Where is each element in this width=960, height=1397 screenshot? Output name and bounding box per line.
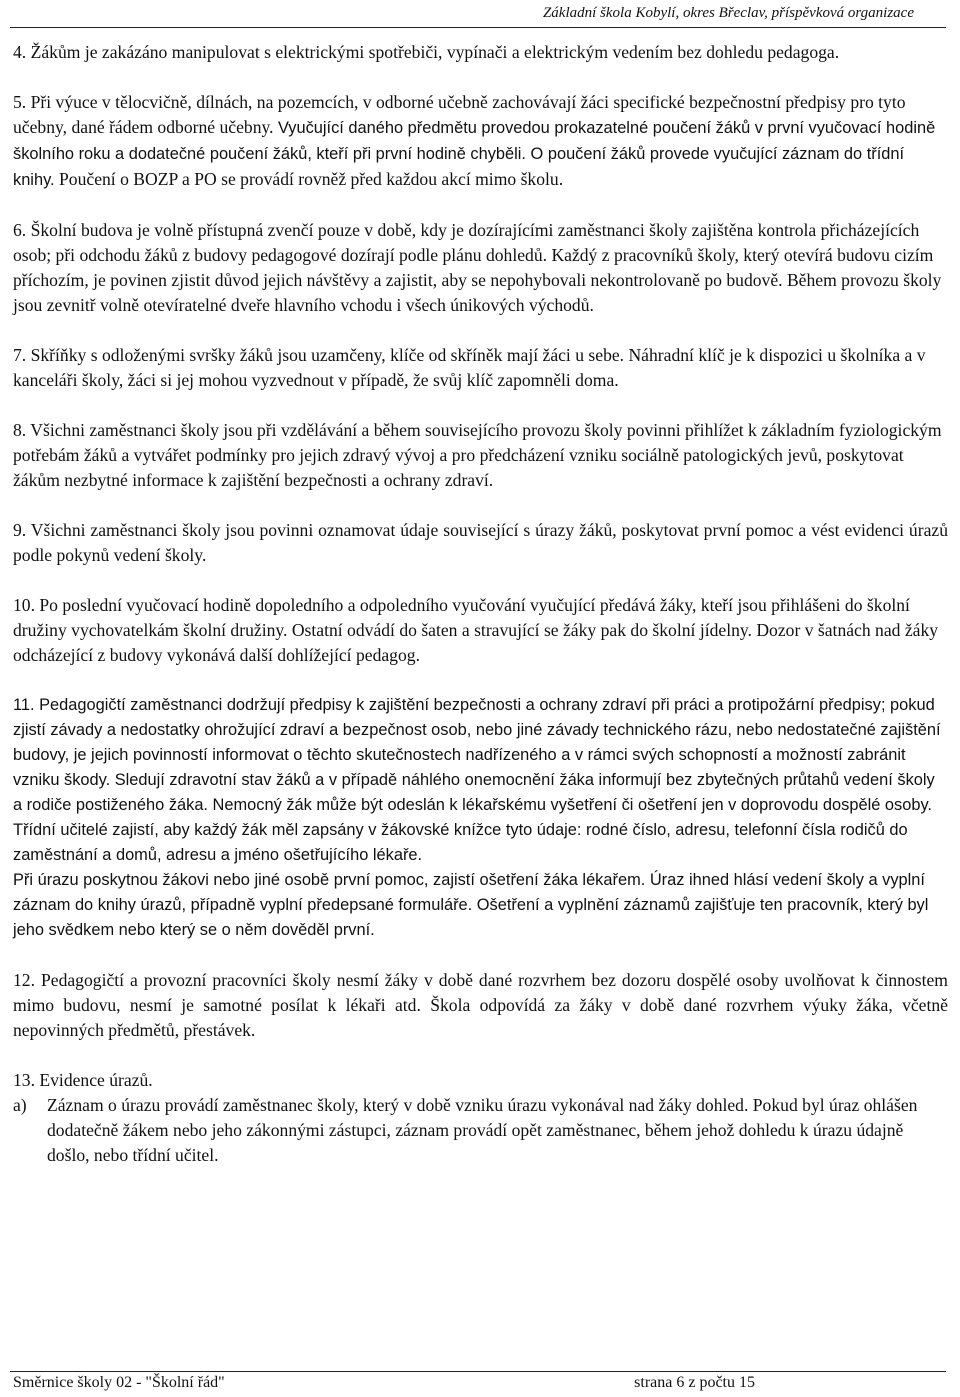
paragraph-6: 6. Školní budova je volně přístupná zvenčí pouze v době, kdy je dozírajícími zaměstnanci školy zajištěna kontrola přicházejících osob; při odchodu žáků z budovy pedagogové dozírají podle plánu dohledů. Každý z pracovníků školy, který otevírá budovu cizím příchozím, je povinen zjistit důvod jejich návštěvy a zajistit, aby se nepohybovali nekontrolovaně po budově. Během provozu školy jsou zevnitř volně otevíratelné dveře hlavního vchodu i všech únikových východů.	[13, 220, 942, 315]
paragraph-12: 12. Pedagogičtí a provozní pracovníci školy nesmí žáky v době dané rozvrhem bez dozoru dospělé osoby uvolňovat k činnostem mimo budovu, nesmí je samotné posílat k lékaři atd. Škola odpovídá za žáky v době dané rozvrhem výuky žáka, včetně nepovinných předmětů, přestávek.	[13, 970, 948, 1040]
page-header: Základní škola Kobylí, okres Břeclav, příspěvková organizace	[542, 5, 914, 21]
paragraph-11-part-2: Při úrazu poskytnou žákovi nebo jiné osobě první pomoc, zajistí ošetření žáka lékařem. Úraz ihned hlásí vedení školy a vyplní záznam do knihy úrazů, případně vyplní předepsané formuláře. Ošetření a vyplnění záznamů zajišťuje ten pracovník, který byl jeho svědkem nebo který se o něm dověděl první.	[13, 871, 929, 939]
paragraph-13-title: 13. Evidence úrazů.	[13, 1070, 153, 1090]
paragraph-9: 9. Všichni zaměstnanci školy jsou povinni oznamovat údaje související s úrazy žáků, poskytovat první pomoc a vést evidenci úrazů podle pokynů vedení školy.	[13, 520, 948, 565]
paragraph-8: 8. Všichni zaměstnanci školy jsou při vzdělávání a během souvisejícího provozu školy povinni přihlížet k základním fyziologickým potřebám žáků a vytvářet podmínky pro jejich zdravý vývoj a pro předcházení vzniku sociálně patologických jevů, poskytovat žákům nezbytné informace k zajištění bezpečnosti a ochrany zdraví.	[13, 420, 942, 490]
paragraph-10: 10. Po poslední vyučovací hodině dopoledního a odpoledního vyučování vyučující předává žáky, kteří jsou přihlášeni do školní družiny vychovatelkám školní družiny. Ostatní odvádí do šaten a stravující se žáky pak do školní jídelny. Dozor v šatnách nad žáky odcházející z budovy vykonává další dohlížející pedagog.	[13, 595, 939, 665]
paragraph-4: 4. Žákům je zakázáno manipulovat s elektrickými spotřebiči, vypínači a elektrickým vedením bez dohledu pedagoga.	[13, 42, 840, 62]
footer-document-name: Směrnice školy 02 - "Školní řád"	[13, 1374, 225, 1391]
footer-page-number: strana 6 z počtu 15	[634, 1374, 755, 1391]
paragraph-7: 7. Skříňky s odloženými svršky žáků jsou uzamčeny, klíče od skříněk mají žáci u sebe. Náhradní klíč je k dispozici u školníka a v kanceláři školy, žáci si jej mohou vyzvednout v případě, že svůj klíč zapomněli doma.	[13, 345, 926, 390]
page-footer	[10, 1371, 946, 1393]
document-body	[13, 40, 948, 1168]
paragraph-11-part-1: 11. Pedagogičtí zaměstnanci dodržují předpisy k zajištění bezpečnosti a ochrany zdraví při práci a protipožární předpisy; pokud zjistí závady a nedostatky ohrožující zdraví a bezpečnost osob, nebo jiné závady technického rázu, nebo nedostatečné zajištění budovy, je jejich povinností informovat o těchto skutečnostech nadřízeného a v rámci svých schopností a možností zabránit vzniku škody. Sledují zdravotní stav žáků a v případě náhlého onemocnění žáka informují bez zbytečných průtahů vedení školy a rodiče postiženého žáka. Nemocný žák může být odeslán k lékařskému vyšetření či ošetření jen v doprovodu dospělé osoby. Třídní učitelé zajistí, aby každý žák měl zapsány v žákovské knížce tyto údaje: rodné číslo, adresu, telefonní čísla rodičů do zaměstnání a domů, adresu a jméno ošetřujícího lékaře.	[13, 696, 941, 864]
header-divider	[10, 27, 946, 28]
paragraph-13	[13, 1068, 948, 1168]
list-item-a-label: a)	[13, 1095, 27, 1115]
paragraph-11	[13, 693, 948, 943]
list-item-a	[13, 1093, 948, 1168]
paragraph-5-part-2: Vyučující daného předmětu provedou prokazatelné poučení žáků v první vyučovací hodině školního roku a dodatečné poučení žáků, kteří při první hodině chyběli. O poučení žáků provede vyučující záznam do třídní knihy.	[13, 119, 936, 189]
list-item-a-text: Záznam o úrazu provádí zaměstnanec školy, který v době vzniku úrazu vykonával nad žáky dohled. Pokud byl úraz ohlášen dodatečně žákem nebo jeho zákonnými zástupci, záznam provádí opět zaměstnanec, během jehož dohledu k úrazu údajně došlo, nebo třídní učitel.	[47, 1095, 918, 1165]
paragraph-5	[13, 90, 948, 193]
paragraph-5-part-3: Poučení o BOZP a PO se provádí rovněž před každou akcí mimo školu.	[54, 169, 564, 189]
paragraph-5-part-1: 5. Při výuce v tělocvičně, dílnách, na pozemcích, v odborné učebně zachovávají žáci specifické bezpečnostní předpisy pro tyto učebny, dané řádem odborné učebny.	[13, 92, 906, 137]
